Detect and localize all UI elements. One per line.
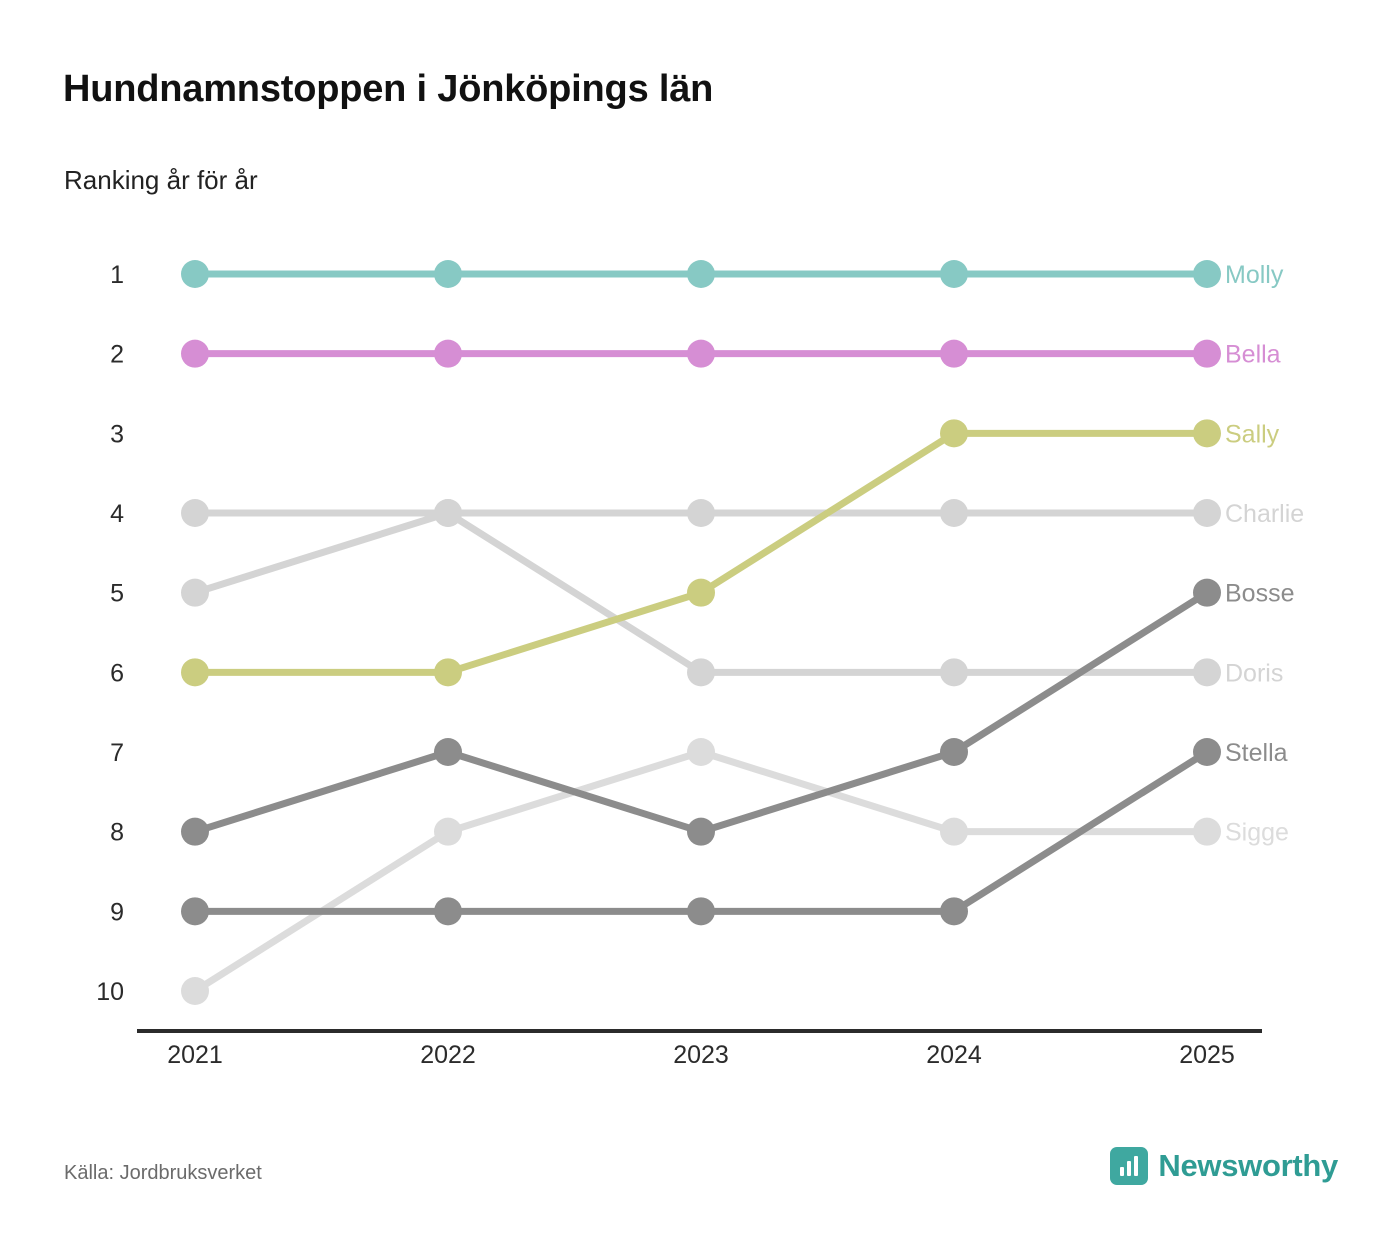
data-point[interactable] [1193,738,1221,766]
data-point[interactable] [434,499,462,527]
data-point[interactable] [1193,419,1221,447]
data-point[interactable] [181,897,209,925]
x-axis-tick: 2022 [420,1041,476,1069]
data-point[interactable] [1193,658,1221,686]
series-line [195,593,1207,832]
series-label: Stella [1225,739,1288,767]
page-title: Hundnamnstoppen i Jönköpings län [63,68,714,110]
series-bella [181,340,1281,369]
series-label: Doris [1225,659,1284,688]
series-charlie [181,499,1304,528]
x-axis-tick: 2025 [1179,1041,1235,1069]
data-point[interactable] [687,260,715,288]
data-point[interactable] [940,340,968,368]
series-label: Molly [1225,261,1284,289]
y-axis-tick: 7 [110,739,124,767]
data-point[interactable] [940,419,968,447]
data-point[interactable] [1193,260,1221,288]
y-axis-tick: 1 [110,261,124,289]
data-point[interactable] [181,818,209,846]
data-point[interactable] [687,818,715,846]
data-point[interactable] [181,340,209,368]
data-point[interactable] [181,579,209,607]
data-point[interactable] [687,499,715,527]
y-axis-tick: 10 [96,978,124,1006]
y-axis-tick: 8 [110,818,124,847]
data-point[interactable] [1193,579,1221,607]
series-molly [181,260,1284,289]
bar-chart-icon [1110,1147,1148,1185]
data-point[interactable] [687,658,715,686]
series-line [195,752,1207,991]
data-point[interactable] [687,738,715,766]
data-point[interactable] [1193,818,1221,846]
data-point[interactable] [940,260,968,288]
series-label: Bella [1225,340,1281,369]
data-point[interactable] [181,658,209,686]
y-axis-tick: 4 [110,500,124,528]
data-point[interactable] [434,260,462,288]
data-point[interactable] [434,818,462,846]
series-sigge [181,738,1289,1005]
data-point[interactable] [687,579,715,607]
data-point[interactable] [434,658,462,686]
x-axis-tick: 2024 [926,1041,982,1069]
y-axis-tick: 2 [110,340,124,369]
data-point[interactable] [181,977,209,1005]
brand-name: Newsworthy [1158,1148,1338,1183]
data-point[interactable] [434,738,462,766]
data-point[interactable] [181,260,209,288]
y-axis-tick: 9 [110,898,124,927]
x-axis-tick: 2023 [673,1041,729,1069]
brand-logo [1110,1147,1338,1185]
y-axis-tick: 3 [110,420,124,449]
y-axis-tick: 5 [110,579,124,608]
series-label: Sigge [1225,818,1289,847]
data-point[interactable] [687,340,715,368]
data-point[interactable] [1193,340,1221,368]
series-label: Bosse [1225,579,1295,608]
data-point[interactable] [181,499,209,527]
data-point[interactable] [940,499,968,527]
data-point[interactable] [940,738,968,766]
data-point[interactable] [1193,499,1221,527]
series-label: Charlie [1225,500,1305,528]
data-point[interactable] [434,897,462,925]
x-axis-tick: 2021 [167,1041,223,1069]
series-sally [181,419,1280,686]
data-point[interactable] [940,818,968,846]
series-doris [181,499,1283,687]
source-note: Källa: Jordbruksverket [64,1162,262,1184]
data-point[interactable] [434,340,462,368]
series-label: Sally [1225,420,1280,449]
y-axis-tick: 6 [110,659,124,688]
data-point[interactable] [687,897,715,925]
page-subtitle: Ranking år för år [64,165,258,195]
data-point[interactable] [940,658,968,686]
series-line [195,433,1207,672]
data-point[interactable] [940,897,968,925]
